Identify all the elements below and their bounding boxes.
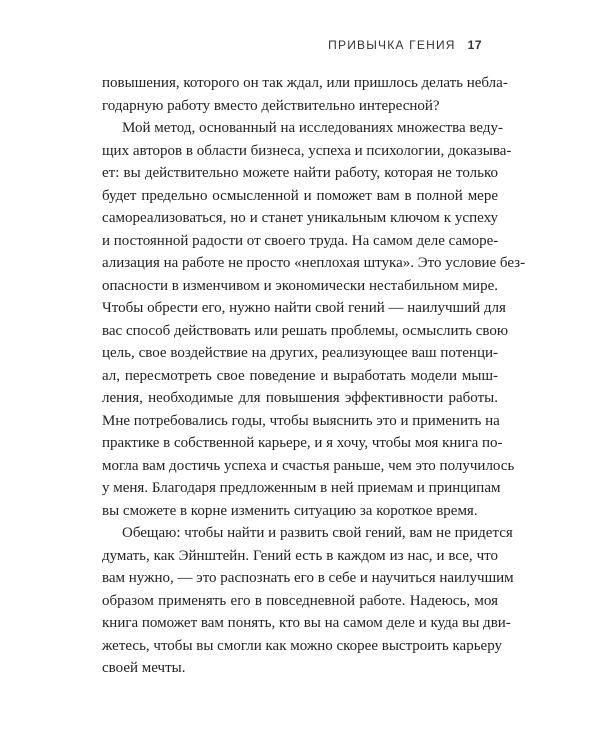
text-line: Мой метод, основанный на исследованиях множества веду- <box>122 120 503 136</box>
text-line: годарную работу вместо действительно интересной? <box>102 97 440 114</box>
text-line: ления, необходимые для повышения эффективности работы. <box>102 390 498 406</box>
text-line: Мне потребовались годы, чтобы выяснить это и применить на <box>102 412 500 429</box>
text-line: цель, свое воздействие на других, реализующее ваш потенци- <box>102 345 498 361</box>
text-line: образом применять его в повседневной работе. Надеюсь, моя <box>102 592 498 609</box>
running-head <box>328 38 482 52</box>
paragraph <box>102 117 526 522</box>
text-line: думать, как Эйнштейн. Гений есть в каждом из нас, и все, что <box>102 547 498 564</box>
paragraph <box>102 522 514 680</box>
text-line: могла вам достичь успеха и счастья раньше, чем это получилось <box>102 457 515 474</box>
text-line: Обещаю: чтобы найти и развить свой гений, вам не придется <box>122 525 513 541</box>
text-line: самореализоваться, но и станет уникальным ключом к успеху <box>102 210 498 226</box>
text-line: вас способ действовать или решать проблемы, осмыслить свою <box>102 322 509 339</box>
text-line: ал, пересмотреть свое поведение и выработать модели мыш- <box>102 367 498 384</box>
text-line: вы сможете в корне изменить ситуацию за короткое время. <box>102 502 478 519</box>
text-line: у меня. Благодаря предложенным в ней приемам и принципам <box>102 480 501 496</box>
text-line: вам нужно, — это распознать его в себе и научиться наилучшим <box>102 570 514 586</box>
text-line: ет: вы действительно можете найти работу, которая не только <box>102 165 498 181</box>
paragraph <box>102 72 508 117</box>
text-line: ализация на работе не просто «неплохая штука». Это условие без- <box>102 255 526 271</box>
text-line: практике в собственной карьере, и я хочу, чтобы моя книга по- <box>102 435 503 451</box>
text-line: повышения, которого он так ждал, или пришлось делать небла- <box>102 75 508 91</box>
running-title: ПРИВЫЧКА ГЕНИЯ <box>328 38 456 52</box>
text-line: щих авторов в области бизнеса, успеха и психологии, доказыва- <box>102 142 512 159</box>
text-line: опасности в изменчивом и экономически нестабильном мире. <box>102 277 498 294</box>
text-line: и постоянной радости от своего труда. На самом деле саморе- <box>102 232 499 249</box>
text-line: Чтобы обрести его, нужно найти свой гений — наилучший для <box>102 300 506 316</box>
text-line: жетесь, чтобы вы смогли как можно скорее выстроить карьеру <box>102 637 502 654</box>
text-line: своей мечты. <box>102 660 186 676</box>
body-text <box>102 72 526 680</box>
text-line: будет предельно осмысленной и поможет вам в полной мере <box>102 187 498 204</box>
page-number: 17 <box>467 38 482 52</box>
text-line: книга поможет вам понять, кто вы на самом деле и куда вы дви- <box>102 615 511 631</box>
